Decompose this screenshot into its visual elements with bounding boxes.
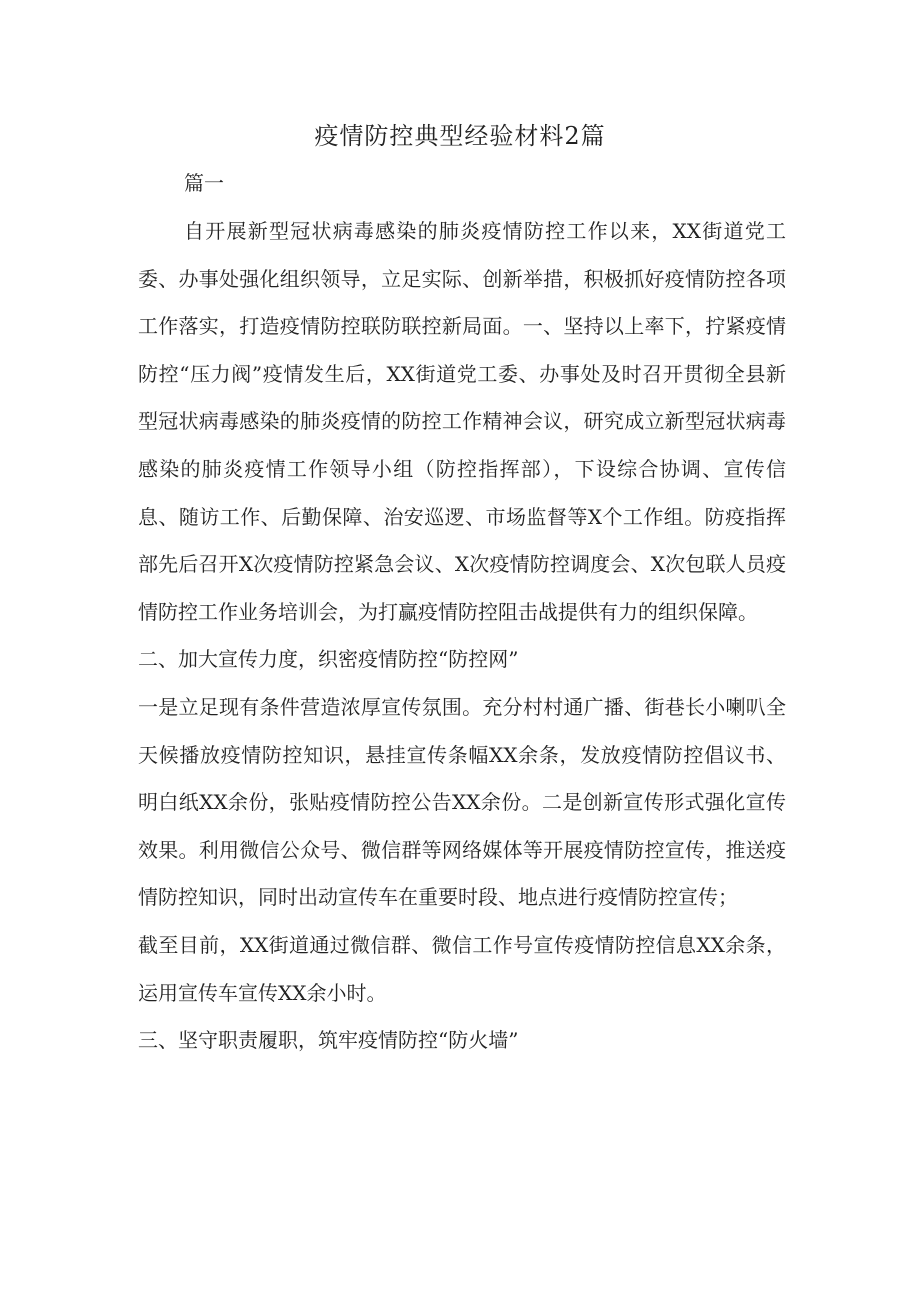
section-label: 篇一 <box>184 171 224 195</box>
document-body <box>138 208 786 1065</box>
heading-section-three: 三、坚守职责履职，筑牢疫情防控“防火墙” <box>138 1028 519 1053</box>
paragraph-publicity: 一是立足现有条件营造浓厚宣传氛围。充分村村通广播、街巷长小喇叭全天候播放疫情防控知识，悬挂宣传条幅XX余条，发放疫情防控倡议书、明白纸XX余份，张贴疫情防控公告XX余份。二是创新宣传形式强化宣传效果。利用微信公众号、微信群等网络媒体等开展疫情防控宣传，推送疫情防控知识，同时出动宣传车在重要时段、地点进行疫情防控宣传； <box>138 694 786 910</box>
heading-section-two: 二、加大宣传力度，织密疫情防控“防控网” <box>138 647 519 672</box>
paragraph-intro: 自开展新型冠状病毒感染的肺炎疫情防控工作以来，XX街道党工委、办事处强化组织领导，立足实际、创新举措，积极抓好疫情防控各项工作落实，打造疫情防控联防联控新局面。一、坚持以上率下，拧紧疫情防控“压力阀”疫情发生后，XX街道党工委、办事处及时召开贯彻全县新型冠状病毒感染的肺炎疫情的防控工作精神会议，研究成立新型冠状病毒感染的肺炎疫情工作领导小组（防控指挥部），下设综合协调、宣传信息、随访工作、后勤保障、治安巡逻、市场监督等X个工作组。防疫指挥部先后召开X次疫情防控紧急会议、X次疫情防控调度会、X次包联人员疫情防控工作业务培训会，为打赢疫情防控阻击战提供有力的组织保障。 <box>138 219 786 624</box>
paragraph-status: 截至目前，XX街道通过微信群、微信工作号宣传疫情防控信息XX余条，运用宣传车宣传XX余小时。 <box>138 932 786 1005</box>
document-title: 疫情防控典型经验材料2篇 <box>314 122 606 150</box>
